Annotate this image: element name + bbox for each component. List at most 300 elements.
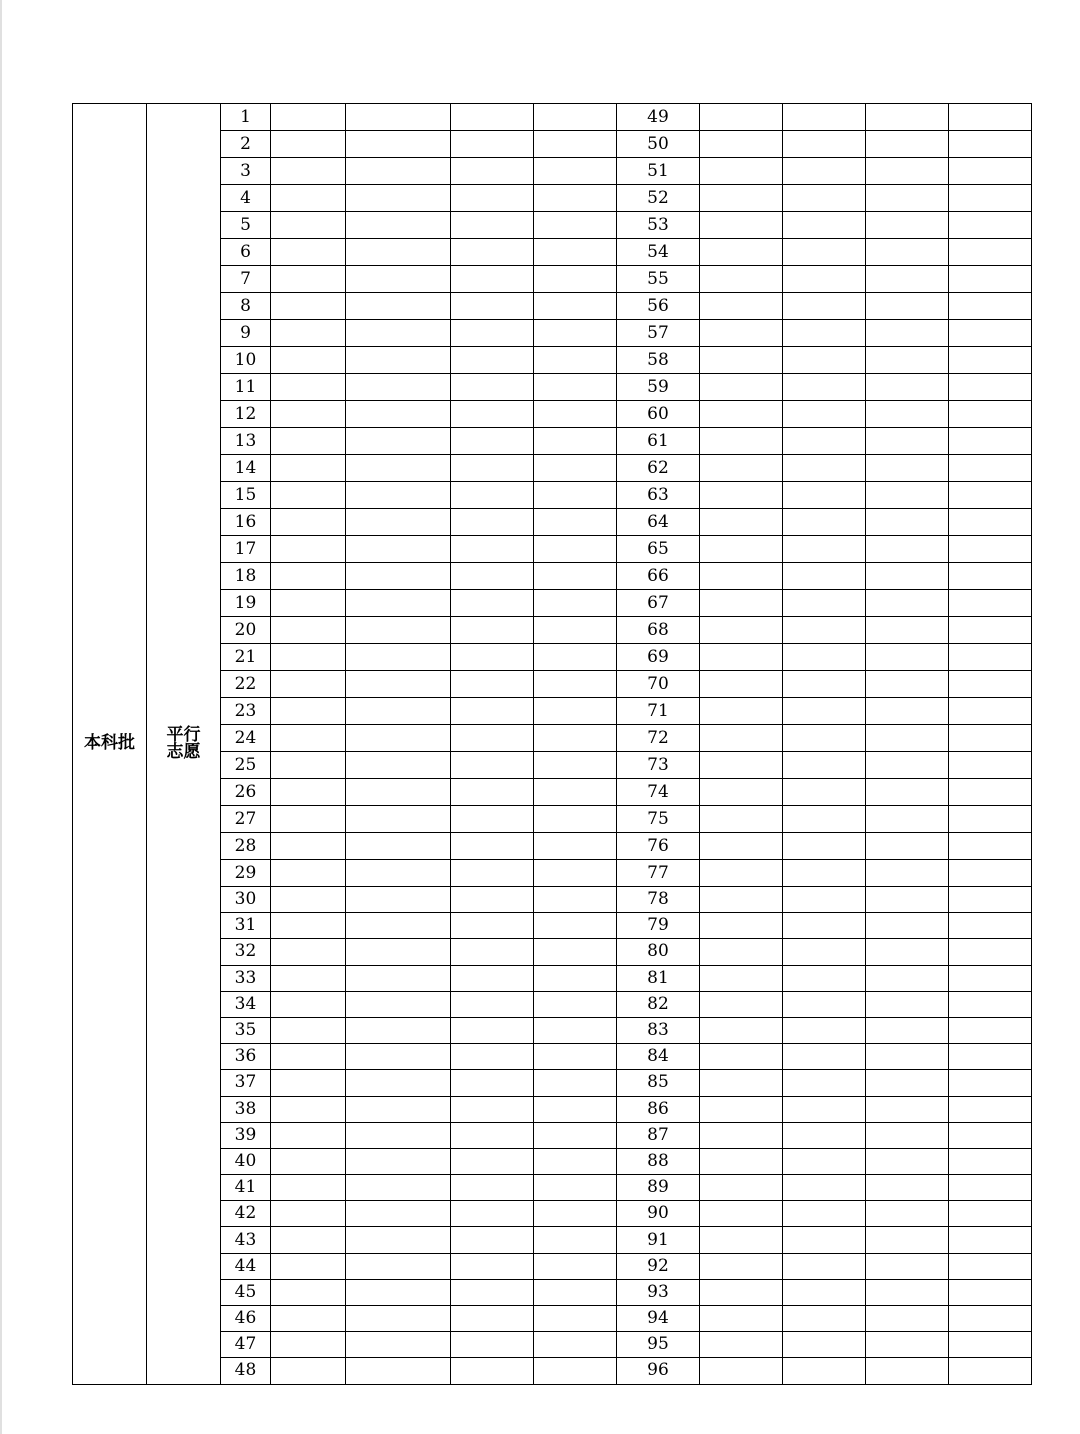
choice-cell-left-4[interactable] [534, 320, 617, 347]
choice-cell-right-4[interactable] [949, 509, 1032, 536]
choice-cell-left-4[interactable] [534, 1044, 617, 1070]
choice-cell-right-3[interactable] [866, 1358, 949, 1384]
choice-cell-left-1[interactable] [271, 104, 346, 131]
choice-cell-right-3[interactable] [866, 671, 949, 698]
choice-cell-left-2[interactable] [346, 1253, 451, 1279]
choice-cell-left-3[interactable] [451, 806, 534, 833]
choice-cell-right-1[interactable] [700, 806, 783, 833]
choice-cell-left-4[interactable] [534, 563, 617, 590]
choice-cell-right-3[interactable] [866, 725, 949, 752]
choice-cell-left-4[interactable] [534, 428, 617, 455]
choice-cell-right-1[interactable] [700, 158, 783, 185]
choice-cell-left-3[interactable] [451, 887, 534, 913]
choice-cell-left-1[interactable] [271, 991, 346, 1017]
choice-cell-left-2[interactable] [346, 779, 451, 806]
choice-cell-right-1[interactable] [700, 293, 783, 320]
choice-cell-left-1[interactable] [271, 590, 346, 617]
choice-cell-right-4[interactable] [949, 1227, 1032, 1253]
choice-cell-right-3[interactable] [866, 1332, 949, 1358]
choice-cell-left-1[interactable] [271, 185, 346, 212]
choice-cell-right-3[interactable] [866, 698, 949, 725]
choice-cell-left-2[interactable] [346, 320, 451, 347]
choice-cell-left-1[interactable] [271, 779, 346, 806]
choice-cell-right-1[interactable] [700, 860, 783, 887]
choice-cell-left-3[interactable] [451, 1148, 534, 1174]
choice-cell-right-3[interactable] [866, 1122, 949, 1148]
choice-cell-left-2[interactable] [346, 1306, 451, 1332]
choice-cell-right-3[interactable] [866, 320, 949, 347]
choice-cell-left-1[interactable] [271, 1017, 346, 1043]
choice-cell-right-1[interactable] [700, 401, 783, 428]
choice-cell-left-3[interactable] [451, 1017, 534, 1043]
choice-cell-left-2[interactable] [346, 1358, 451, 1384]
choice-cell-left-1[interactable] [271, 1306, 346, 1332]
choice-cell-left-3[interactable] [451, 1306, 534, 1332]
choice-cell-right-1[interactable] [700, 671, 783, 698]
choice-cell-right-3[interactable] [866, 1044, 949, 1070]
choice-cell-right-2[interactable] [783, 644, 866, 671]
choice-cell-right-4[interactable] [949, 1306, 1032, 1332]
choice-cell-right-2[interactable] [783, 887, 866, 913]
choice-cell-left-4[interactable] [534, 1175, 617, 1201]
choice-cell-right-3[interactable] [866, 779, 949, 806]
choice-cell-right-4[interactable] [949, 455, 1032, 482]
choice-cell-right-3[interactable] [866, 617, 949, 644]
choice-cell-right-4[interactable] [949, 1122, 1032, 1148]
choice-cell-right-2[interactable] [783, 1306, 866, 1332]
choice-cell-left-2[interactable] [346, 1279, 451, 1305]
choice-cell-left-4[interactable] [534, 1253, 617, 1279]
choice-cell-left-3[interactable] [451, 185, 534, 212]
choice-cell-left-2[interactable] [346, 939, 451, 965]
choice-cell-right-3[interactable] [866, 1175, 949, 1201]
choice-cell-right-4[interactable] [949, 428, 1032, 455]
choice-cell-left-4[interactable] [534, 860, 617, 887]
choice-cell-right-4[interactable] [949, 806, 1032, 833]
choice-cell-left-2[interactable] [346, 401, 451, 428]
choice-cell-left-4[interactable] [534, 806, 617, 833]
choice-cell-right-3[interactable] [866, 455, 949, 482]
choice-cell-left-4[interactable] [534, 752, 617, 779]
choice-cell-left-1[interactable] [271, 617, 346, 644]
choice-cell-right-4[interactable] [949, 833, 1032, 860]
choice-cell-left-4[interactable] [534, 1096, 617, 1122]
choice-cell-left-3[interactable] [451, 293, 534, 320]
choice-cell-right-4[interactable] [949, 590, 1032, 617]
choice-cell-left-1[interactable] [271, 1332, 346, 1358]
choice-cell-left-4[interactable] [534, 939, 617, 965]
choice-cell-left-4[interactable] [534, 1122, 617, 1148]
choice-cell-right-4[interactable] [949, 104, 1032, 131]
choice-cell-right-3[interactable] [866, 374, 949, 401]
choice-cell-left-1[interactable] [271, 1358, 346, 1384]
choice-cell-left-1[interactable] [271, 1044, 346, 1070]
choice-cell-left-1[interactable] [271, 1201, 346, 1227]
choice-cell-right-3[interactable] [866, 563, 949, 590]
choice-cell-right-4[interactable] [949, 939, 1032, 965]
choice-cell-right-2[interactable] [783, 779, 866, 806]
choice-cell-left-3[interactable] [451, 374, 534, 401]
choice-cell-right-2[interactable] [783, 725, 866, 752]
choice-cell-left-3[interactable] [451, 455, 534, 482]
choice-cell-right-4[interactable] [949, 131, 1032, 158]
choice-cell-left-1[interactable] [271, 644, 346, 671]
choice-cell-left-4[interactable] [534, 131, 617, 158]
choice-cell-right-3[interactable] [866, 1227, 949, 1253]
choice-cell-right-1[interactable] [700, 833, 783, 860]
choice-cell-left-1[interactable] [271, 509, 346, 536]
choice-cell-right-1[interactable] [700, 1306, 783, 1332]
choice-cell-right-4[interactable] [949, 1253, 1032, 1279]
choice-cell-left-4[interactable] [534, 698, 617, 725]
choice-cell-left-1[interactable] [271, 428, 346, 455]
choice-cell-left-3[interactable] [451, 509, 534, 536]
choice-cell-left-1[interactable] [271, 1279, 346, 1305]
choice-cell-left-3[interactable] [451, 347, 534, 374]
choice-cell-right-1[interactable] [700, 644, 783, 671]
choice-cell-right-1[interactable] [700, 1017, 783, 1043]
choice-cell-left-4[interactable] [534, 212, 617, 239]
choice-cell-right-4[interactable] [949, 563, 1032, 590]
choice-cell-right-4[interactable] [949, 617, 1032, 644]
choice-cell-right-2[interactable] [783, 131, 866, 158]
choice-cell-left-3[interactable] [451, 1332, 534, 1358]
choice-cell-left-1[interactable] [271, 965, 346, 991]
choice-cell-left-2[interactable] [346, 293, 451, 320]
choice-cell-right-4[interactable] [949, 991, 1032, 1017]
choice-cell-right-3[interactable] [866, 806, 949, 833]
choice-cell-left-3[interactable] [451, 991, 534, 1017]
choice-cell-left-3[interactable] [451, 617, 534, 644]
choice-cell-left-3[interactable] [451, 131, 534, 158]
choice-cell-right-1[interactable] [700, 212, 783, 239]
choice-cell-right-1[interactable] [700, 913, 783, 939]
choice-cell-left-4[interactable] [534, 965, 617, 991]
choice-cell-left-2[interactable] [346, 806, 451, 833]
choice-cell-left-2[interactable] [346, 1201, 451, 1227]
choice-cell-left-3[interactable] [451, 401, 534, 428]
choice-cell-right-4[interactable] [949, 752, 1032, 779]
choice-cell-right-1[interactable] [700, 1201, 783, 1227]
choice-cell-left-4[interactable] [534, 239, 617, 266]
choice-cell-right-1[interactable] [700, 536, 783, 563]
choice-cell-right-4[interactable] [949, 860, 1032, 887]
choice-cell-left-1[interactable] [271, 266, 346, 293]
choice-cell-right-1[interactable] [700, 1070, 783, 1096]
choice-cell-right-4[interactable] [949, 1148, 1032, 1174]
choice-cell-left-2[interactable] [346, 887, 451, 913]
choice-cell-left-3[interactable] [451, 266, 534, 293]
choice-cell-right-4[interactable] [949, 239, 1032, 266]
choice-cell-left-1[interactable] [271, 131, 346, 158]
choice-cell-right-4[interactable] [949, 887, 1032, 913]
choice-cell-left-1[interactable] [271, 401, 346, 428]
choice-cell-left-3[interactable] [451, 644, 534, 671]
choice-cell-left-1[interactable] [271, 1122, 346, 1148]
choice-cell-right-1[interactable] [700, 1148, 783, 1174]
choice-cell-left-4[interactable] [534, 991, 617, 1017]
choice-cell-left-3[interactable] [451, 239, 534, 266]
choice-cell-left-4[interactable] [534, 455, 617, 482]
choice-cell-left-2[interactable] [346, 965, 451, 991]
choice-cell-left-1[interactable] [271, 806, 346, 833]
choice-cell-left-3[interactable] [451, 913, 534, 939]
choice-cell-right-4[interactable] [949, 1332, 1032, 1358]
choice-cell-left-3[interactable] [451, 1358, 534, 1384]
choice-cell-left-2[interactable] [346, 833, 451, 860]
choice-cell-right-4[interactable] [949, 913, 1032, 939]
choice-cell-left-2[interactable] [346, 455, 451, 482]
choice-cell-left-1[interactable] [271, 1148, 346, 1174]
choice-cell-left-2[interactable] [346, 374, 451, 401]
choice-cell-left-1[interactable] [271, 1096, 346, 1122]
choice-cell-left-3[interactable] [451, 698, 534, 725]
choice-cell-right-1[interactable] [700, 1175, 783, 1201]
choice-cell-right-2[interactable] [783, 455, 866, 482]
choice-cell-right-2[interactable] [783, 1358, 866, 1384]
choice-cell-right-2[interactable] [783, 1227, 866, 1253]
choice-cell-right-2[interactable] [783, 1253, 866, 1279]
choice-cell-left-2[interactable] [346, 158, 451, 185]
choice-cell-left-4[interactable] [534, 482, 617, 509]
choice-cell-left-3[interactable] [451, 1044, 534, 1070]
choice-cell-right-2[interactable] [783, 1148, 866, 1174]
choice-cell-right-2[interactable] [783, 913, 866, 939]
choice-cell-left-3[interactable] [451, 833, 534, 860]
choice-cell-left-4[interactable] [534, 1070, 617, 1096]
choice-cell-left-4[interactable] [534, 374, 617, 401]
choice-cell-right-3[interactable] [866, 991, 949, 1017]
choice-cell-left-3[interactable] [451, 536, 534, 563]
choice-cell-right-2[interactable] [783, 1279, 866, 1305]
choice-cell-right-3[interactable] [866, 887, 949, 913]
choice-cell-left-1[interactable] [271, 293, 346, 320]
choice-cell-right-2[interactable] [783, 482, 866, 509]
choice-cell-left-1[interactable] [271, 158, 346, 185]
choice-cell-right-2[interactable] [783, 158, 866, 185]
choice-cell-right-3[interactable] [866, 212, 949, 239]
choice-cell-right-1[interactable] [700, 779, 783, 806]
choice-cell-right-4[interactable] [949, 536, 1032, 563]
choice-cell-right-4[interactable] [949, 644, 1032, 671]
choice-cell-right-4[interactable] [949, 1096, 1032, 1122]
choice-cell-right-1[interactable] [700, 455, 783, 482]
choice-cell-right-4[interactable] [949, 1175, 1032, 1201]
choice-cell-right-3[interactable] [866, 482, 949, 509]
choice-cell-right-1[interactable] [700, 1044, 783, 1070]
choice-cell-left-2[interactable] [346, 590, 451, 617]
choice-cell-left-4[interactable] [534, 617, 617, 644]
choice-cell-left-4[interactable] [534, 1017, 617, 1043]
choice-cell-right-2[interactable] [783, 266, 866, 293]
choice-cell-right-1[interactable] [700, 1358, 783, 1384]
choice-cell-left-2[interactable] [346, 698, 451, 725]
choice-cell-right-2[interactable] [783, 1201, 866, 1227]
choice-cell-right-3[interactable] [866, 239, 949, 266]
choice-cell-left-2[interactable] [346, 1332, 451, 1358]
choice-cell-left-3[interactable] [451, 752, 534, 779]
choice-cell-right-1[interactable] [700, 104, 783, 131]
choice-cell-left-3[interactable] [451, 1070, 534, 1096]
choice-cell-left-1[interactable] [271, 671, 346, 698]
choice-cell-right-2[interactable] [783, 104, 866, 131]
choice-cell-left-2[interactable] [346, 212, 451, 239]
choice-cell-right-4[interactable] [949, 482, 1032, 509]
choice-cell-left-1[interactable] [271, 887, 346, 913]
choice-cell-right-3[interactable] [866, 536, 949, 563]
choice-cell-right-4[interactable] [949, 779, 1032, 806]
choice-cell-left-1[interactable] [271, 320, 346, 347]
choice-cell-left-3[interactable] [451, 104, 534, 131]
choice-cell-left-3[interactable] [451, 1175, 534, 1201]
choice-cell-right-2[interactable] [783, 374, 866, 401]
choice-cell-left-3[interactable] [451, 1096, 534, 1122]
choice-cell-right-2[interactable] [783, 671, 866, 698]
choice-cell-left-2[interactable] [346, 860, 451, 887]
choice-cell-right-1[interactable] [700, 239, 783, 266]
choice-cell-left-1[interactable] [271, 860, 346, 887]
choice-cell-left-2[interactable] [346, 239, 451, 266]
choice-cell-left-3[interactable] [451, 1201, 534, 1227]
choice-cell-left-2[interactable] [346, 725, 451, 752]
choice-cell-left-1[interactable] [271, 939, 346, 965]
choice-cell-right-2[interactable] [783, 991, 866, 1017]
choice-cell-right-3[interactable] [866, 1253, 949, 1279]
choice-cell-right-3[interactable] [866, 1096, 949, 1122]
choice-cell-right-1[interactable] [700, 509, 783, 536]
choice-cell-right-1[interactable] [700, 1227, 783, 1253]
choice-cell-right-3[interactable] [866, 913, 949, 939]
choice-cell-left-2[interactable] [346, 617, 451, 644]
choice-cell-right-3[interactable] [866, 644, 949, 671]
choice-cell-right-3[interactable] [866, 509, 949, 536]
choice-cell-right-1[interactable] [700, 698, 783, 725]
choice-cell-right-3[interactable] [866, 104, 949, 131]
choice-cell-left-1[interactable] [271, 1175, 346, 1201]
choice-cell-right-2[interactable] [783, 860, 866, 887]
choice-cell-left-2[interactable] [346, 1227, 451, 1253]
choice-cell-right-4[interactable] [949, 1201, 1032, 1227]
choice-cell-left-4[interactable] [534, 1148, 617, 1174]
choice-cell-right-3[interactable] [866, 185, 949, 212]
choice-cell-right-2[interactable] [783, 806, 866, 833]
choice-cell-left-2[interactable] [346, 131, 451, 158]
choice-cell-right-4[interactable] [949, 185, 1032, 212]
choice-cell-left-3[interactable] [451, 965, 534, 991]
choice-cell-left-1[interactable] [271, 212, 346, 239]
choice-cell-right-4[interactable] [949, 374, 1032, 401]
choice-cell-right-4[interactable] [949, 347, 1032, 374]
choice-cell-right-1[interactable] [700, 965, 783, 991]
choice-cell-right-3[interactable] [866, 833, 949, 860]
choice-cell-right-2[interactable] [783, 698, 866, 725]
choice-cell-left-4[interactable] [534, 1227, 617, 1253]
choice-cell-right-2[interactable] [783, 320, 866, 347]
choice-cell-right-3[interactable] [866, 131, 949, 158]
choice-cell-left-1[interactable] [271, 752, 346, 779]
choice-cell-right-1[interactable] [700, 266, 783, 293]
choice-cell-right-2[interactable] [783, 239, 866, 266]
choice-cell-right-4[interactable] [949, 671, 1032, 698]
choice-cell-right-4[interactable] [949, 212, 1032, 239]
choice-cell-left-4[interactable] [534, 1332, 617, 1358]
choice-cell-left-1[interactable] [271, 913, 346, 939]
choice-cell-right-1[interactable] [700, 347, 783, 374]
choice-cell-right-1[interactable] [700, 320, 783, 347]
choice-cell-left-4[interactable] [534, 644, 617, 671]
choice-cell-left-3[interactable] [451, 428, 534, 455]
choice-cell-right-2[interactable] [783, 1122, 866, 1148]
choice-cell-left-2[interactable] [346, 644, 451, 671]
choice-cell-right-4[interactable] [949, 158, 1032, 185]
choice-cell-right-3[interactable] [866, 1201, 949, 1227]
choice-cell-left-1[interactable] [271, 239, 346, 266]
choice-cell-left-1[interactable] [271, 482, 346, 509]
choice-cell-right-3[interactable] [866, 1017, 949, 1043]
choice-cell-left-3[interactable] [451, 320, 534, 347]
choice-cell-right-1[interactable] [700, 482, 783, 509]
choice-cell-left-2[interactable] [346, 1070, 451, 1096]
choice-cell-left-4[interactable] [534, 185, 617, 212]
choice-cell-right-2[interactable] [783, 1096, 866, 1122]
choice-cell-left-1[interactable] [271, 455, 346, 482]
choice-cell-right-3[interactable] [866, 347, 949, 374]
choice-cell-right-3[interactable] [866, 158, 949, 185]
choice-cell-right-1[interactable] [700, 590, 783, 617]
choice-cell-right-4[interactable] [949, 320, 1032, 347]
choice-cell-right-1[interactable] [700, 887, 783, 913]
choice-cell-right-1[interactable] [700, 131, 783, 158]
choice-cell-right-4[interactable] [949, 1017, 1032, 1043]
choice-cell-right-4[interactable] [949, 1279, 1032, 1305]
choice-cell-left-2[interactable] [346, 266, 451, 293]
choice-cell-right-2[interactable] [783, 1070, 866, 1096]
choice-cell-left-3[interactable] [451, 671, 534, 698]
choice-cell-left-4[interactable] [534, 104, 617, 131]
choice-cell-left-2[interactable] [346, 509, 451, 536]
choice-cell-left-3[interactable] [451, 563, 534, 590]
choice-cell-left-4[interactable] [534, 887, 617, 913]
choice-cell-left-1[interactable] [271, 374, 346, 401]
choice-cell-left-3[interactable] [451, 725, 534, 752]
choice-cell-right-4[interactable] [949, 698, 1032, 725]
choice-cell-left-3[interactable] [451, 590, 534, 617]
choice-cell-right-2[interactable] [783, 536, 866, 563]
choice-cell-right-2[interactable] [783, 1044, 866, 1070]
choice-cell-left-4[interactable] [534, 1201, 617, 1227]
choice-cell-left-2[interactable] [346, 752, 451, 779]
choice-cell-left-2[interactable] [346, 428, 451, 455]
choice-cell-right-2[interactable] [783, 1332, 866, 1358]
choice-cell-left-3[interactable] [451, 1122, 534, 1148]
choice-cell-right-2[interactable] [783, 428, 866, 455]
choice-cell-right-2[interactable] [783, 185, 866, 212]
choice-cell-left-2[interactable] [346, 1122, 451, 1148]
choice-cell-left-4[interactable] [534, 293, 617, 320]
choice-cell-right-1[interactable] [700, 374, 783, 401]
choice-cell-left-4[interactable] [534, 401, 617, 428]
choice-cell-right-3[interactable] [866, 939, 949, 965]
choice-cell-right-2[interactable] [783, 1175, 866, 1201]
choice-cell-left-1[interactable] [271, 1253, 346, 1279]
choice-cell-right-2[interactable] [783, 617, 866, 644]
choice-cell-right-2[interactable] [783, 347, 866, 374]
choice-cell-left-2[interactable] [346, 482, 451, 509]
choice-cell-right-2[interactable] [783, 752, 866, 779]
choice-cell-right-1[interactable] [700, 617, 783, 644]
choice-cell-left-1[interactable] [271, 347, 346, 374]
choice-cell-right-3[interactable] [866, 428, 949, 455]
